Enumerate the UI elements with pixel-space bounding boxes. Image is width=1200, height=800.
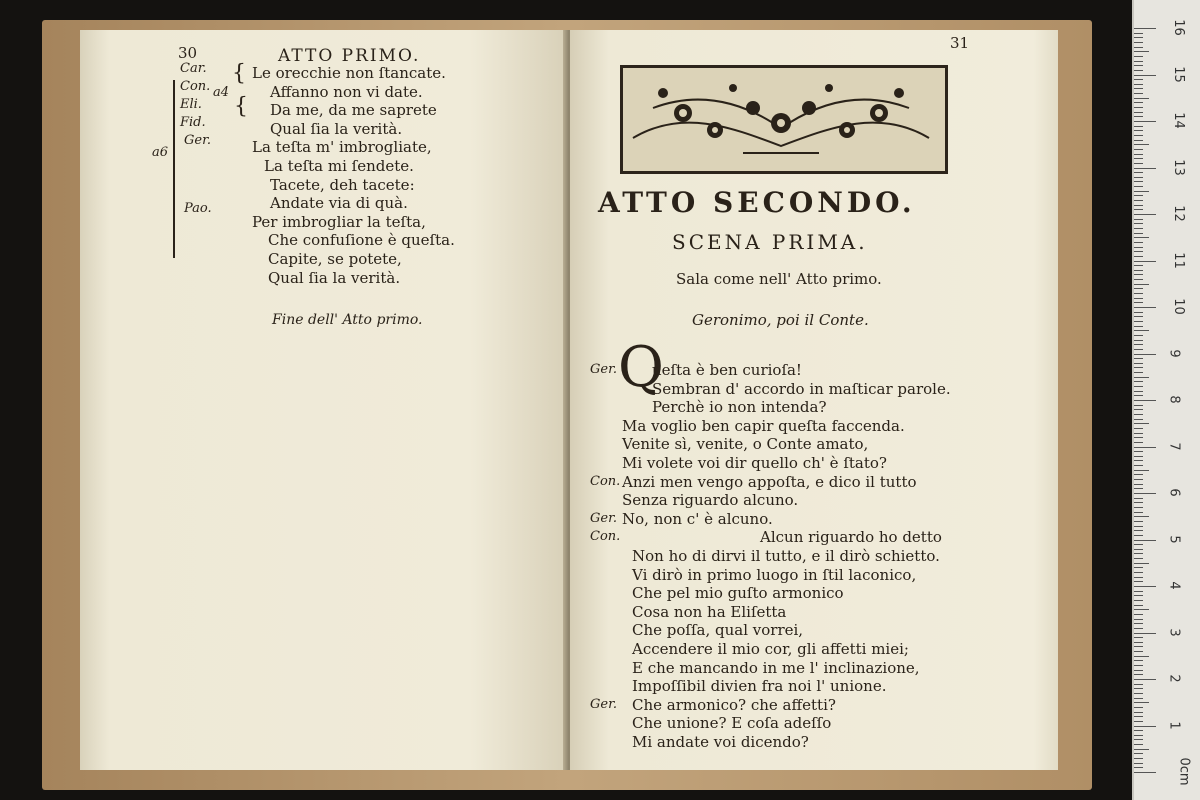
ruler-number: 12 xyxy=(1170,205,1186,222)
dialogue-line xyxy=(590,659,1040,678)
drop-cap: Q xyxy=(618,335,664,400)
act-title: ATTO SECONDO. xyxy=(598,186,916,219)
dialogue-line xyxy=(590,640,1040,659)
ruler-tick xyxy=(1134,553,1143,554)
ruler-tick xyxy=(1134,214,1156,215)
ruler-tick xyxy=(1134,749,1149,750)
dialogue-line xyxy=(590,566,1040,585)
speaker-label: Con. xyxy=(590,529,621,545)
ruler-tick xyxy=(1134,423,1149,424)
verse-line: Tacete, deh tacete: xyxy=(270,175,415,194)
floral-ornament-headpiece xyxy=(620,65,948,174)
ruler-tick xyxy=(1134,195,1143,196)
ruler-tick xyxy=(1134,753,1143,754)
ruler-tick xyxy=(1134,381,1143,382)
ruler-tick xyxy=(1134,93,1143,94)
ruler-tick xyxy=(1134,507,1143,508)
verse-line: Capite, se potete, xyxy=(268,249,402,268)
ruler-number: 15 xyxy=(1170,65,1186,83)
ruler-tick xyxy=(1134,61,1143,62)
ruler-number: 8 xyxy=(1166,395,1182,404)
ruler-tick xyxy=(1134,633,1156,634)
ruler-tick xyxy=(1134,349,1143,350)
ruler-tick xyxy=(1134,549,1143,550)
ruler-tick xyxy=(1134,660,1143,661)
ruler-tick xyxy=(1134,623,1143,624)
ruler-tick xyxy=(1134,149,1143,150)
page-number-left: 30 xyxy=(178,44,198,62)
ruler-tick xyxy=(1134,191,1149,192)
running-title: ATTO PRIMO. xyxy=(278,46,421,66)
dialogue-text: No, non c' è alcuno. xyxy=(622,509,773,528)
ruler-tick xyxy=(1134,516,1149,517)
ruler-number: 10 xyxy=(1170,298,1186,315)
ruler-tick xyxy=(1134,530,1143,531)
ruler-tick xyxy=(1134,628,1143,629)
ruler-tick xyxy=(1134,735,1143,736)
dialogue-text: Anzi men vengo appoſta, e dico il tutto xyxy=(622,472,917,491)
ruler-tick xyxy=(1134,200,1143,201)
ruler-tick xyxy=(1134,233,1143,234)
ruler-number: 0cm xyxy=(1176,757,1192,786)
ruler-tick xyxy=(1134,447,1156,448)
ruler-tick xyxy=(1134,209,1143,210)
ruler-tick xyxy=(1134,247,1143,248)
ruler-tick xyxy=(1134,367,1143,368)
ruler-number: 14 xyxy=(1170,112,1186,129)
ruler-tick xyxy=(1134,265,1143,266)
ruler-tick xyxy=(1134,251,1143,252)
ruler-tick xyxy=(1134,98,1149,99)
ruler-tick xyxy=(1134,619,1143,620)
ruler-tick xyxy=(1134,563,1149,564)
ruler-tick xyxy=(1134,428,1143,429)
speaker-car: Car. xyxy=(180,61,207,76)
characters-note: Geronimo, poi il Conte. xyxy=(692,311,869,329)
ruler-tick xyxy=(1134,116,1143,117)
dialogue-line xyxy=(590,547,1040,566)
ruler-tick xyxy=(1134,442,1143,443)
verse-line: Qual ſia la verità. xyxy=(268,268,401,287)
ruler-tick xyxy=(1134,154,1143,155)
ruler-tick xyxy=(1134,642,1143,643)
ruler-tick xyxy=(1134,395,1143,396)
verse-line: La teſta m' imbrogliate, xyxy=(252,138,432,157)
ruler-tick xyxy=(1134,372,1143,373)
measuring-ruler xyxy=(1132,0,1200,800)
ruler-number: 13 xyxy=(1170,158,1186,176)
dialogue-line xyxy=(590,398,1040,417)
dialogue-text: Che pel mio guſto armonico xyxy=(632,584,844,603)
ruler-tick xyxy=(1134,581,1143,582)
ruler-tick xyxy=(1134,42,1143,43)
ruler-tick xyxy=(1134,172,1143,173)
ruler-tick xyxy=(1134,79,1143,80)
ruler-tick xyxy=(1134,726,1156,727)
speaker-pao: Pao. xyxy=(184,201,212,216)
ruler-tick xyxy=(1134,242,1143,243)
right-page xyxy=(570,30,1058,770)
ruler-tick xyxy=(1134,219,1143,220)
ruler-tick xyxy=(1134,577,1143,578)
ruler-tick xyxy=(1134,767,1143,768)
setting-description: Sala come nell' Atto primo. xyxy=(676,270,882,288)
ruler-tick xyxy=(1134,744,1143,745)
ruler-tick xyxy=(1134,595,1143,596)
dialogue-line xyxy=(590,510,1040,529)
brace-middle: { xyxy=(234,94,248,119)
ruler-tick xyxy=(1134,307,1156,308)
ruler-tick xyxy=(1134,702,1149,703)
ruler-tick xyxy=(1134,535,1143,536)
verse-line: Che confuſione è queſta. xyxy=(268,231,455,250)
ruler-tick xyxy=(1134,391,1143,392)
dialogue-text: Cosa non ha Eliſetta xyxy=(632,602,787,621)
speaker-eli: Eli. xyxy=(180,97,202,112)
dialogue-line xyxy=(590,584,1040,603)
speaker-label: Ger. xyxy=(590,362,617,377)
verse-line: Andate via di quà. xyxy=(270,194,408,213)
ruler-tick xyxy=(1134,498,1143,499)
ruler-tick xyxy=(1134,698,1143,699)
ruler-tick xyxy=(1134,102,1143,103)
ruler-tick xyxy=(1134,126,1143,127)
ruler-tick xyxy=(1134,600,1143,601)
ruler-tick xyxy=(1134,674,1143,675)
ruler-tick xyxy=(1134,140,1143,141)
ruler-tick xyxy=(1134,544,1143,545)
ruler-tick xyxy=(1134,228,1143,229)
ruler-tick xyxy=(1134,763,1143,764)
dialogue-text: Che armonico? che affetti? xyxy=(632,695,836,714)
ruler-tick xyxy=(1134,65,1143,66)
ruler-tick xyxy=(1134,591,1143,592)
ruler-number: 7 xyxy=(1166,441,1182,451)
speaker-fid: Fid. xyxy=(180,115,206,130)
ruler-tick xyxy=(1134,363,1143,364)
verse-line: Da me, da me saprete xyxy=(270,101,437,120)
speaker-con: Con. xyxy=(180,79,211,94)
ruler-tick xyxy=(1134,47,1143,48)
dialogue-text: Perchè io non intenda? xyxy=(652,398,827,417)
ruler-tick xyxy=(1134,721,1143,722)
dialogue-line xyxy=(590,454,1040,473)
ruler-tick xyxy=(1134,405,1143,406)
dialogue-text: Che unione? E coſa adeſſo xyxy=(632,714,832,733)
ruler-tick xyxy=(1134,646,1143,647)
ruler-tick xyxy=(1134,479,1143,480)
ruler-tick xyxy=(1134,716,1143,717)
left-page xyxy=(80,30,568,770)
ruler-tick xyxy=(1134,400,1156,401)
ruler-tick xyxy=(1134,158,1143,159)
dialogue-text: Non ho di dirvi il tutto, e il dirò schietto. xyxy=(632,546,940,565)
ruler-tick xyxy=(1134,312,1143,313)
ruler-tick xyxy=(1134,168,1156,169)
ruler-tick xyxy=(1134,386,1143,387)
ruler-number: 9 xyxy=(1166,348,1182,358)
ruler-tick xyxy=(1134,274,1143,275)
ruler-tick xyxy=(1134,712,1143,713)
ruler-tick xyxy=(1134,609,1149,610)
dialogue-text: Che poſſa, qual vorrei, xyxy=(632,621,804,640)
ruler-tick xyxy=(1134,326,1143,327)
ruler-tick xyxy=(1134,470,1149,471)
ruler-tick xyxy=(1134,451,1143,452)
ruler-tick xyxy=(1134,112,1143,113)
dialogue-text: Alcun riguardo ho detto xyxy=(760,528,942,547)
ruler-tick xyxy=(1134,84,1143,85)
ruler-tick xyxy=(1134,107,1143,108)
ruler-tick xyxy=(1134,279,1143,280)
verse-line: La teſta mi ſendete. xyxy=(264,156,414,175)
dialogue-line xyxy=(590,380,1040,399)
ruler-tick xyxy=(1134,465,1143,466)
ruler-tick xyxy=(1134,177,1143,178)
ruler-tick xyxy=(1134,693,1143,694)
ruler-tick xyxy=(1134,56,1143,57)
ruler-tick xyxy=(1134,344,1143,345)
page-number-right: 31 xyxy=(950,34,970,52)
scene-title: SCENA PRIMA. xyxy=(672,230,868,254)
ruler-number: 4 xyxy=(1166,581,1182,590)
dialogue-line xyxy=(590,435,1040,454)
ruler-tick xyxy=(1134,163,1143,164)
ruler-tick xyxy=(1134,433,1143,434)
ruler-tick xyxy=(1134,670,1143,671)
ruler-tick xyxy=(1134,33,1143,34)
ruler-tick xyxy=(1134,270,1143,271)
ruler-tick xyxy=(1134,605,1143,606)
dialogue-text: Senza riguardo alcuno. xyxy=(622,491,799,510)
ruler-tick xyxy=(1134,572,1143,573)
speaker-label: Ger. xyxy=(590,696,617,712)
ruler-tick xyxy=(1134,474,1143,475)
ruler-tick xyxy=(1134,502,1143,503)
ruler-tick xyxy=(1134,186,1143,187)
ruler-tick xyxy=(1134,130,1143,131)
dialogue-line xyxy=(590,528,1040,547)
dialogue-text: ueſta è ben curioſa! xyxy=(652,361,802,379)
a6-bracket-line xyxy=(173,80,175,258)
dialogue-text: Venite sì, venite, o Conte amato, xyxy=(622,435,869,454)
ruler-tick xyxy=(1134,144,1149,145)
ruler-number: 11 xyxy=(1170,251,1186,269)
dialogue-line xyxy=(590,714,1040,733)
ruler-tick xyxy=(1134,37,1143,38)
ruler-tick xyxy=(1134,488,1143,489)
ruler-tick xyxy=(1134,456,1143,457)
ruler-number: 2 xyxy=(1166,674,1182,683)
ruler-tick xyxy=(1134,223,1143,224)
ruler-tick xyxy=(1134,684,1143,685)
ruler-tick xyxy=(1134,335,1143,336)
ruler-tick xyxy=(1134,707,1143,708)
dialogue-line xyxy=(590,621,1040,640)
verse-line: Affanno non vi date. xyxy=(270,82,423,101)
ruler-tick xyxy=(1134,484,1143,485)
ruler-tick xyxy=(1134,261,1156,262)
dialogue-line xyxy=(590,417,1040,436)
dialogue-text: Sembran d' accordo in maſticar parole. xyxy=(652,379,951,398)
ruler-tick xyxy=(1134,540,1156,541)
ruler-tick xyxy=(1134,614,1143,615)
a6-marker: a6 xyxy=(152,145,169,160)
ruler-tick xyxy=(1134,637,1143,638)
dialogue-text: Vi dirò in primo luogo in ſtil laconico, xyxy=(632,565,917,584)
dialogue-line xyxy=(590,361,1040,380)
ruler-tick xyxy=(1134,181,1143,182)
ruler-tick xyxy=(1134,512,1143,513)
ruler-tick xyxy=(1134,121,1156,122)
ruler-tick xyxy=(1134,656,1149,657)
ruler-tick xyxy=(1134,665,1143,666)
dialogue-text: Mi volete voi dir quello ch' è ſtato? xyxy=(622,453,887,472)
ruler-tick xyxy=(1134,358,1143,359)
ruler-number: 6 xyxy=(1166,488,1182,497)
ruler-tick xyxy=(1134,651,1143,652)
ruler-tick xyxy=(1134,340,1143,341)
ruler-tick xyxy=(1134,288,1143,289)
ruler-tick xyxy=(1134,70,1143,71)
dialogue-text: Accendere il mio cor, gli affetti miei; xyxy=(632,639,909,658)
ruler-tick xyxy=(1134,414,1143,415)
ruler-number: 1 xyxy=(1166,720,1182,730)
dialogue-line xyxy=(590,696,1040,715)
end-of-act-note: Fine dell' Atto primo. xyxy=(272,312,423,328)
verse-line: Per imbrogliar la teſta, xyxy=(252,212,426,231)
ruler-tick xyxy=(1134,298,1143,299)
speaker-label: Con. xyxy=(590,473,621,489)
ruler-tick xyxy=(1134,526,1143,527)
ruler-tick xyxy=(1134,316,1143,317)
ruler-tick xyxy=(1134,739,1143,740)
dialogue-text: Mi andate voi dicendo? xyxy=(632,732,809,751)
ruler-tick xyxy=(1134,284,1149,285)
ruler-tick xyxy=(1134,772,1156,773)
ruler-tick xyxy=(1134,377,1149,378)
ruler-tick xyxy=(1134,256,1143,257)
dialogue-line xyxy=(590,473,1040,492)
verse-line: Qual ſia la verità. xyxy=(270,119,403,138)
ruler-tick xyxy=(1134,730,1143,731)
ruler-tick xyxy=(1134,493,1156,494)
ruler-tick xyxy=(1134,302,1143,303)
ruler-tick xyxy=(1134,237,1149,238)
ruler-tick xyxy=(1134,135,1143,136)
ruler-tick xyxy=(1134,586,1156,587)
ruler-number: 5 xyxy=(1166,534,1182,544)
dialogue-line xyxy=(590,603,1040,622)
ruler-tick xyxy=(1134,409,1143,410)
ruler-tick xyxy=(1134,419,1143,420)
dialogue-line xyxy=(590,677,1040,696)
ruler-tick xyxy=(1134,558,1143,559)
ruler-tick xyxy=(1134,460,1143,461)
speaker-label: Ger. xyxy=(590,510,617,526)
verse-block xyxy=(252,64,455,287)
ruler-tick xyxy=(1134,354,1156,355)
ruler-tick xyxy=(1134,88,1143,89)
verse-line: Le orecchie non ſtancate. xyxy=(252,64,446,82)
dialogue-text: Impoſſibil divien fra noi l' unione. xyxy=(632,677,887,696)
ruler-tick xyxy=(1134,521,1143,522)
a4-marker: a4 xyxy=(213,85,230,100)
ruler-tick xyxy=(1134,205,1143,206)
dialogue-text: Ma voglio ben capir queſta faccenda. xyxy=(622,416,905,435)
ruler-tick xyxy=(1134,293,1143,294)
ruler-tick xyxy=(1134,330,1149,331)
ruler-tick xyxy=(1134,758,1143,759)
dialogue-text: E che mancando in me l' inclinazione, xyxy=(632,658,920,677)
speaker-ger: Ger. xyxy=(184,133,211,148)
ruler-tick xyxy=(1134,437,1143,438)
ruler-tick xyxy=(1134,28,1156,29)
dialogue-line xyxy=(590,733,1040,752)
ruler-tick xyxy=(1134,321,1143,322)
ruler-tick xyxy=(1134,51,1149,52)
ruler-tick xyxy=(1134,688,1143,689)
ruler-tick xyxy=(1134,567,1143,568)
floral-ornament-icon xyxy=(623,68,939,165)
ruler-number: 3 xyxy=(1166,627,1182,637)
ruler-number: 16 xyxy=(1170,19,1186,36)
ruler-tick xyxy=(1134,75,1156,76)
ruler-tick xyxy=(1134,679,1156,680)
dialogue-line xyxy=(590,491,1040,510)
brace-top: { xyxy=(232,61,246,86)
dialogue-block xyxy=(590,361,1040,751)
